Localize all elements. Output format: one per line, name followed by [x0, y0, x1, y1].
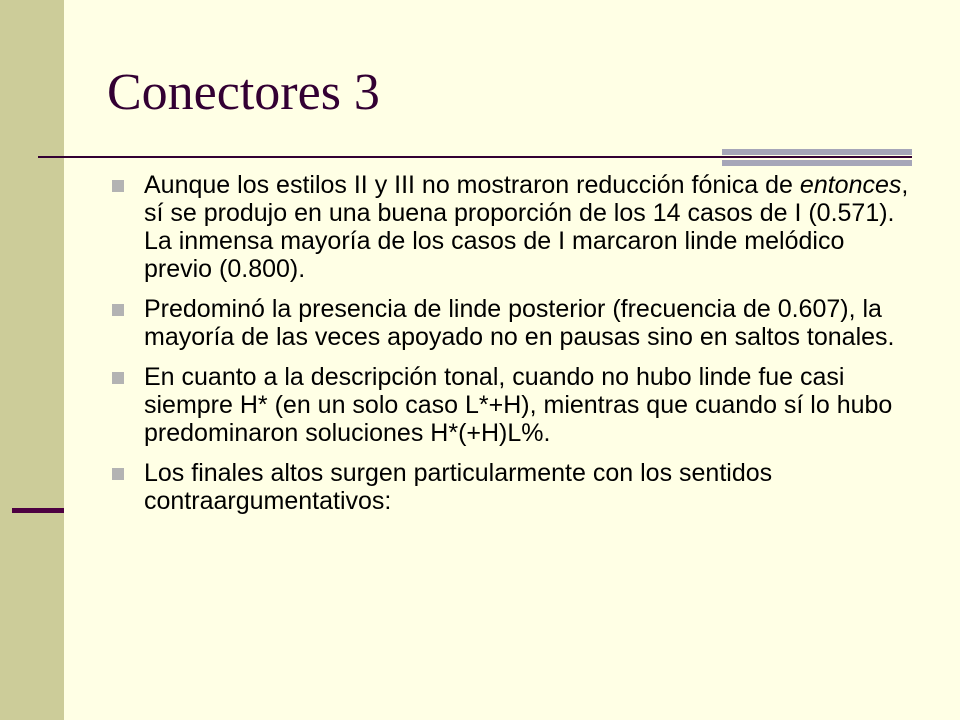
bullet-item-3 [112, 363, 912, 447]
bullet-list [112, 171, 912, 527]
square-bullet-icon [112, 304, 124, 316]
band-accent-line [12, 508, 64, 513]
title-rule-grey-lower [722, 160, 912, 166]
bullet-item-1 [112, 171, 912, 283]
square-bullet-icon [112, 372, 124, 384]
bullet-text-3: En cuanto a la descripción tonal, cuando no hubo linde fue casi siempre H* (en un solo caso L*+H), mientras que cuando sí lo hubo predominaron soluciones H*(+H)L%. [144, 363, 893, 447]
bullet-text-2: Predominó la presencia de linde posterior (frecuencia de 0.607), la mayoría de las veces apoyado no en pausas sino en saltos tonales. [144, 295, 895, 351]
bullet-item-4 [112, 459, 912, 515]
bullet-text-4: Los finales altos surgen particularmente con los sentidos contraargumentativos: [144, 459, 773, 515]
bullet-text-1-pre: Aunque los estilos II y III no mostraron reducción fónica de [144, 171, 800, 199]
bullet-text-1-post: , sí se produjo en una buena proporción de los 14 casos de I (0.571). La inmensa mayoría de los casos de I marcaron linde melódico previo (0.800). [144, 171, 909, 283]
title-rule-grey-upper [722, 149, 912, 155]
bullet-item-2 [112, 295, 912, 351]
title-rule [38, 156, 912, 158]
square-bullet-icon [112, 180, 124, 192]
left-decorative-band [0, 0, 64, 720]
slide-title: Conectores 3 [107, 64, 380, 121]
bullet-text-1-emphasis: entonces [799, 171, 902, 199]
square-bullet-icon [112, 468, 124, 480]
